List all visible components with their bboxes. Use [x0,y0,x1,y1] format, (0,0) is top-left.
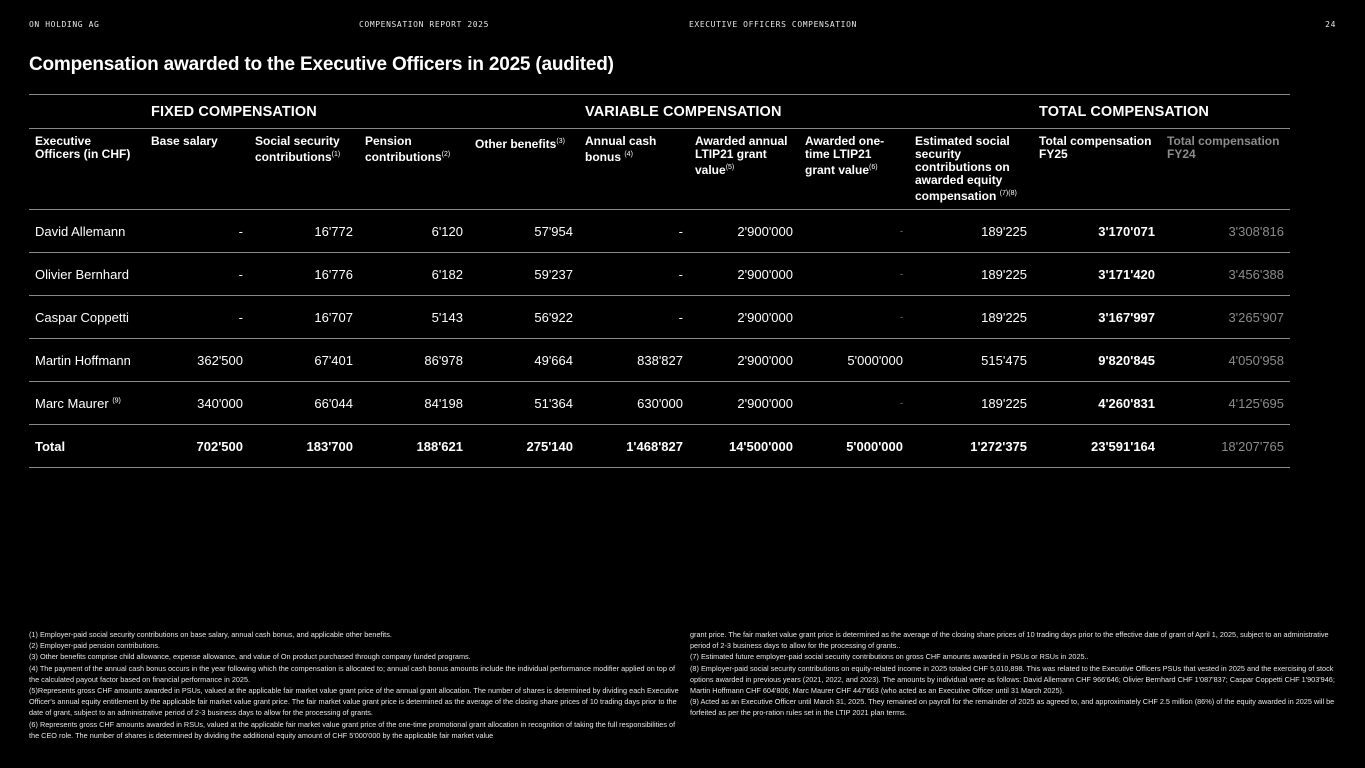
cell-estimated-social: 189'225 [909,296,1033,339]
cell-onetime-ltip: 5'000'000 [799,339,909,382]
compensation-table [29,94,1290,468]
cell-total-fy25: 3'171'420 [1033,253,1161,296]
cell-onetime-ltip: - [799,253,909,296]
cell-pension: 188'621 [359,425,469,468]
col-ltip: Awarded annual LTIP21 grant value$^{(5)}$ [689,129,799,210]
cell-total-fy25: 3'170'071 [1033,210,1161,253]
col-cash-bonus: Annual cash bonus $^{(4)}$ [579,129,689,210]
col-base-salary: Base salary [145,129,249,210]
cell-pension: 86'978 [359,339,469,382]
category-header-row [29,95,1290,129]
footnote: (3) Other benefits comprise child allowance, expense allowance, and value of On product purchased through company funded programs. [29,652,471,662]
page-number: 24 [1325,20,1336,29]
cell-cash-bonus: - [579,210,689,253]
cell-social-security: 16'776 [249,253,359,296]
cell-social-security: 67'401 [249,339,359,382]
report-name: COMPENSATION REPORT 2025 [359,20,489,29]
cell-social-security: 16'772 [249,210,359,253]
cell-base-salary: - [145,253,249,296]
cell-total-fy24: 3'308'816 [1161,210,1290,253]
cell-total-fy25: 9'820'845 [1033,339,1161,382]
footnote: (2) Employer-paid pension contributions. [29,641,161,651]
footnote: (5)Represents gross CHF amounts awarded in PSUs, valued at the applicable fair market value grant price of the annual grant allocation. The number of shares is determined by dividing each Executive Officer's annual equity entitlement by the applicable fair market value grant price. The fair market value grant price is determined as the average of the closing share prices of 10 trading days prior to the date of grant, subject to an administrative period of 2-3 business days to allow for the processing of grants. [29,686,679,718]
cell-total-fy24: 4'125'695 [1161,382,1290,425]
category-variable: VARIABLE COMPENSATION [579,95,1033,129]
cell-other-benefits: 49'664 [469,339,579,382]
category-spacer [29,95,145,129]
table-row [29,339,1290,382]
cell-other-benefits: 275'140 [469,425,579,468]
cell-base-salary: 702'500 [145,425,249,468]
col-social-security: Social security contributions$^{(1)}$ [249,129,359,210]
footnote: (4) The payment of the annual cash bonus occurs in the year following which the compensation is allocated to; annual cash bonus amounts include the individual performance modifier applied on top of the calculated payout factor based on financial performance in 2025. [29,663,676,684]
col-other-benefits: Other benefits$^{(3)}$ [469,129,579,210]
cell-other-benefits: 57'954 [469,210,579,253]
cell-other-benefits: 51'364 [469,382,579,425]
cell-cash-bonus: 1'468'827 [579,425,689,468]
cell-ltip: 2'900'000 [689,339,799,382]
section-name: EXECUTIVE OFFICERS COMPENSATION [689,20,857,29]
cell-base-salary: 362'500 [145,339,249,382]
cell-total-fy24: 3'265'907 [1161,296,1290,339]
page-header [29,20,1336,32]
total-row [29,425,1290,468]
table-row [29,210,1290,253]
company-name: ON HOLDING AG [29,20,100,29]
cell-social-security: 16'707 [249,296,359,339]
cell-social-security: 66'044 [249,382,359,425]
category-fixed: FIXED COMPENSATION [145,95,579,129]
officer-name: Olivier Bernhard [29,253,145,296]
footnote: (6) Represents gross CHF amounts awarded in RSUs, valued at the applicable fair market value grant price of the one-time promotional grant allocation in recognition of taking the full responsibilities of the CEO role. The number of shares is determined by dividing the additional equity amount of CHF 5'000'000 by the applicable fair market value [29,719,676,740]
cell-pension: 5'143 [359,296,469,339]
cell-total-fy24: 18'207'765 [1161,425,1290,468]
cell-estimated-social: 189'225 [909,382,1033,425]
footnote: (1) Employer-paid social security contributions on base salary, annual cash bonus, and applicable other benefits. [29,630,392,639]
cell-pension: 6'182 [359,253,469,296]
officer-name: Martin Hoffmann [29,339,145,382]
cell-ltip: 2'900'000 [689,210,799,253]
officer-name: Total [29,425,145,468]
cell-pension: 6'120 [359,210,469,253]
table-body [29,210,1290,468]
cell-onetime-ltip: - [799,296,909,339]
cell-total-fy25: 3'167'997 [1033,296,1161,339]
footnote: (8) Employer-paid social security contributions on equity-related income in 2025 totaled CHF 5,010,898. This was related to the Executive Officers PSUs that vested in 2025 and the exercising of stock options awarded in previous years (2021, 2022, and 2023). The amounts by individual were as follows: David Allemann CHF 966'646; Olivier Bernhard CHF 1'087'837; Caspar Coppetti CHF 1'903'946; Martin Hoffmann CHF 604'806; Marc Maurer CHF 447'663 (who acted as an Executive Officer until 31 March 2025). [690,663,1335,696]
cell-ltip: 14'500'000 [689,425,799,468]
table-row [29,296,1290,339]
col-total-fy24: Total compensation FY24 [1161,129,1290,210]
cell-estimated-social: 189'225 [909,210,1033,253]
footnote: (9) Acted as an Executive Officer until March 31, 2025. They remained on payroll for the remainder of 2025 as agreed to, and approximately CHF 2.5 million (86%) of the equity awarded in 2025 will be forfeited as per the pro-ration rules set in the LTIP 2021 plan terms. [690,697,1335,718]
cell-ltip: 2'900'000 [689,382,799,425]
cell-onetime-ltip: 5'000'000 [799,425,909,468]
cell-other-benefits: 59'237 [469,253,579,296]
officer-name: Caspar Coppetti [29,296,145,339]
cell-total-fy24: 3'456'388 [1161,253,1290,296]
footnote: grant price. The fair market value grant price is determined as the average of the closing share prices of 10 trading days prior to the effective date of grant of April 1, 2025, subject to an administrative period of 2-3 business days to allow for the processing of grants.. [690,630,1329,651]
cell-social-security: 183'700 [249,425,359,468]
officer-footnote-ref: (9) [112,397,121,405]
cell-pension: 84'198 [359,382,469,425]
footnotes-right [690,629,1335,719]
cell-estimated-social: 515'475 [909,339,1033,382]
officer-name: Marc Maurer $^{(9)}$ [29,382,145,425]
cell-base-salary: - [145,210,249,253]
table-row [29,382,1290,425]
category-total: TOTAL COMPENSATION [1033,95,1290,129]
col-officer: Executive Officers (in CHF) [29,129,145,210]
cell-estimated-social: 1'272'375 [909,425,1033,468]
col-total-fy25: Total compensation FY25 [1033,129,1161,210]
column-header-row [29,129,1290,210]
cell-ltip: 2'900'000 [689,253,799,296]
cell-cash-bonus: - [579,296,689,339]
cell-cash-bonus: 630'000 [579,382,689,425]
footnote: (7) Estimated future employer-paid social security contributions on gross CHF amounts awarded in PSUs or RSUs in 2025.. [690,652,1089,662]
page-title: Compensation awarded to the Executive Officers in 2025 (audited) [29,54,614,75]
cell-onetime-ltip: - [799,210,909,253]
cell-onetime-ltip: - [799,382,909,425]
cell-total-fy25: 4'260'831 [1033,382,1161,425]
cell-total-fy25: 23'591'164 [1033,425,1161,468]
cell-ltip: 2'900'000 [689,296,799,339]
col-pension: Pension contributions$^{(2)}$ [359,129,469,210]
footnotes-left [29,629,679,741]
table-row [29,253,1290,296]
cell-total-fy24: 4'050'958 [1161,339,1290,382]
cell-cash-bonus: 838'827 [579,339,689,382]
cell-other-benefits: 56'922 [469,296,579,339]
col-onetime-ltip: Awarded one-time LTIP21 grant value$^{(6)}$ [799,129,909,210]
cell-estimated-social: 189'225 [909,253,1033,296]
col-estimated-social: Estimated social security contributions on awarded equity compensation $^{(7)(8)}$ [909,129,1033,210]
officer-name: David Allemann [29,210,145,253]
cell-base-salary: - [145,296,249,339]
cell-base-salary: 340'000 [145,382,249,425]
cell-cash-bonus: - [579,253,689,296]
compensation-table-container [29,94,1290,468]
